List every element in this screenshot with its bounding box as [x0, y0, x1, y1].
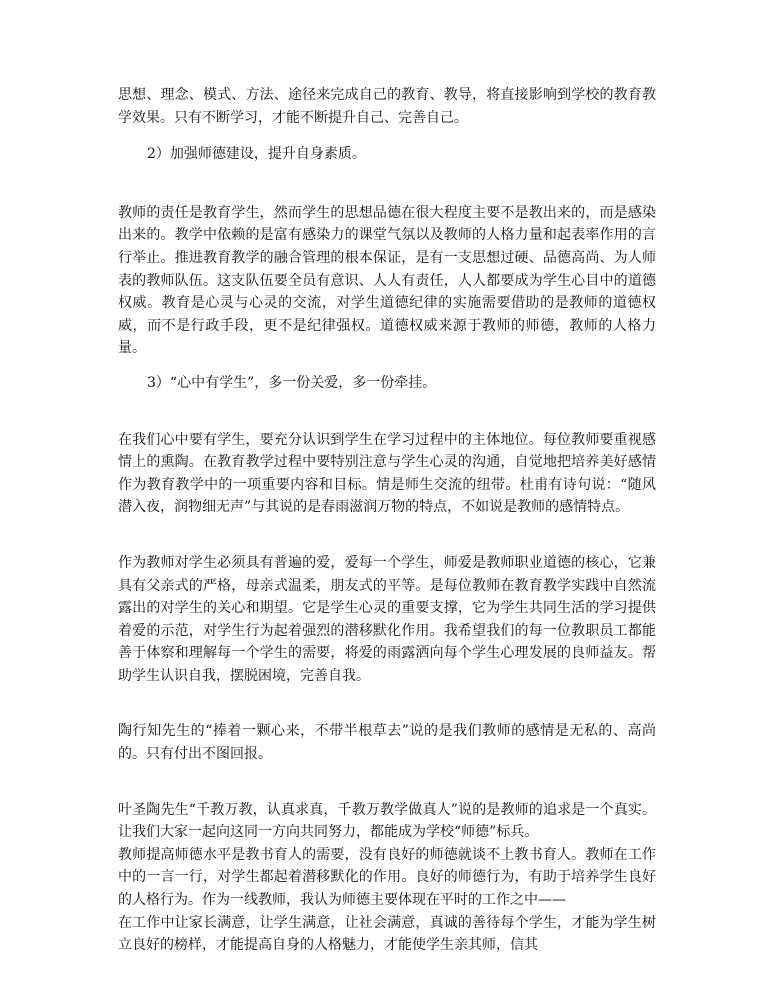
section-heading-ethics: 2）加强师德建设，提升自身素质。 — [147, 146, 366, 163]
paragraph-teacher-love: 作为教师对学生必须具有普遍的爱，爱每一个学生，师爱是教师职业道德的核心，它兼具有父亲式的严格，母亲式温柔，朋友式的平等。是每位教师在教育教学实践中自然流露出的对学生的关心和期望。它是学生心灵的重要支撑，它为学生共同生活的学习提供着爱的示范，对学生行为起着强烈的潜移默化作用。我希望我们的每一位教职员工都能善于体察和理解每一个学生的需要，将爱的雨露洒向每个学生心理发展的良师益友。帮助学生认识自我，摆脱困境，完善自我。 — [118, 554, 656, 684]
document-page — [118, 84, 656, 957]
paragraph-student-centered: 在我们心中要有学生，要充分认识到学生在学习过程中的主体地位。每位教师要重视感情上的熏陶。在教育教学过程中要特别注意与学生心灵的沟通，自觉地把培养美好感情作为教育教学中的一项重要内容和目标。情是师生交流的纽带。杜甫有诗句说：“随风潜入夜，润物细无声”与其说的是春雨滋润万物的特点，不如说是教师的感情特点。 — [118, 431, 656, 516]
paragraph-tao-xingzhi: 陶行知先生的“捧着一颗心来，不带半根草去”说的是我们教师的感情是无私的、高尚的。只有付出不图回报。 — [118, 723, 656, 763]
paragraph-ethics-level: 教师提高师德水平是教书育人的需要，没有良好的师德就谈不上教书育人。教师在工作中的一言一行，对学生都起着潜移默化的作用。良好的师德行为，有助于培养学生良好的人格行为。作为一线教师，我认为师德主要体现在平时的工作之中—— — [118, 846, 656, 909]
paragraph-satisfaction: 在工作中让家长满意，让学生满意，让社会满意，真诚的善待每个学生，才能为学生树立良好的榜样，才能提高自身的人格魅力，才能使学生亲其师，信其 — [118, 914, 656, 954]
paragraph-teacher-responsibility: 教师的责任是教育学生，然而学生的思想品德在很大程度主要不是教出来的，而是感染出来的。教学中依赖的是富有感染力的课堂气氛以及教师的人格力量和起表率作用的言行举止。推进教育教学的融合管理的根本保证，是有一支思想过硬、品德高尚、为人师表的教师队伍。这支队伍要全员有意识、人人有责任，人人都要成为学生心目中的道德权威。教育是心灵与心灵的交流，对学生道德纪律的实施需要借助的是教师的道德权威，而不是行政手段，更不是纪律强权。道德权威来源于教师的师德，教师的人格力量。 — [118, 204, 656, 357]
paragraph-learning-conclusion: 思想、理念、模式、方法、途径来完成自己的教育、教导，将直接影响到学校的教育教学效果。只有不断学习，才能不断提升自己、完善自己。 — [118, 87, 656, 126]
section-heading-care: 3）“心中有学生”，多一份关爱，多一份牵挂。 — [147, 374, 437, 391]
paragraph-ye-shengtao: 叶圣陶先生“千教万教，认真求真，千教万教学做真人”说的是教师的追求是一个真实。让我们大家一起向这同一方向共同努力，都能成为学校“师德”标兵。 — [118, 801, 656, 841]
